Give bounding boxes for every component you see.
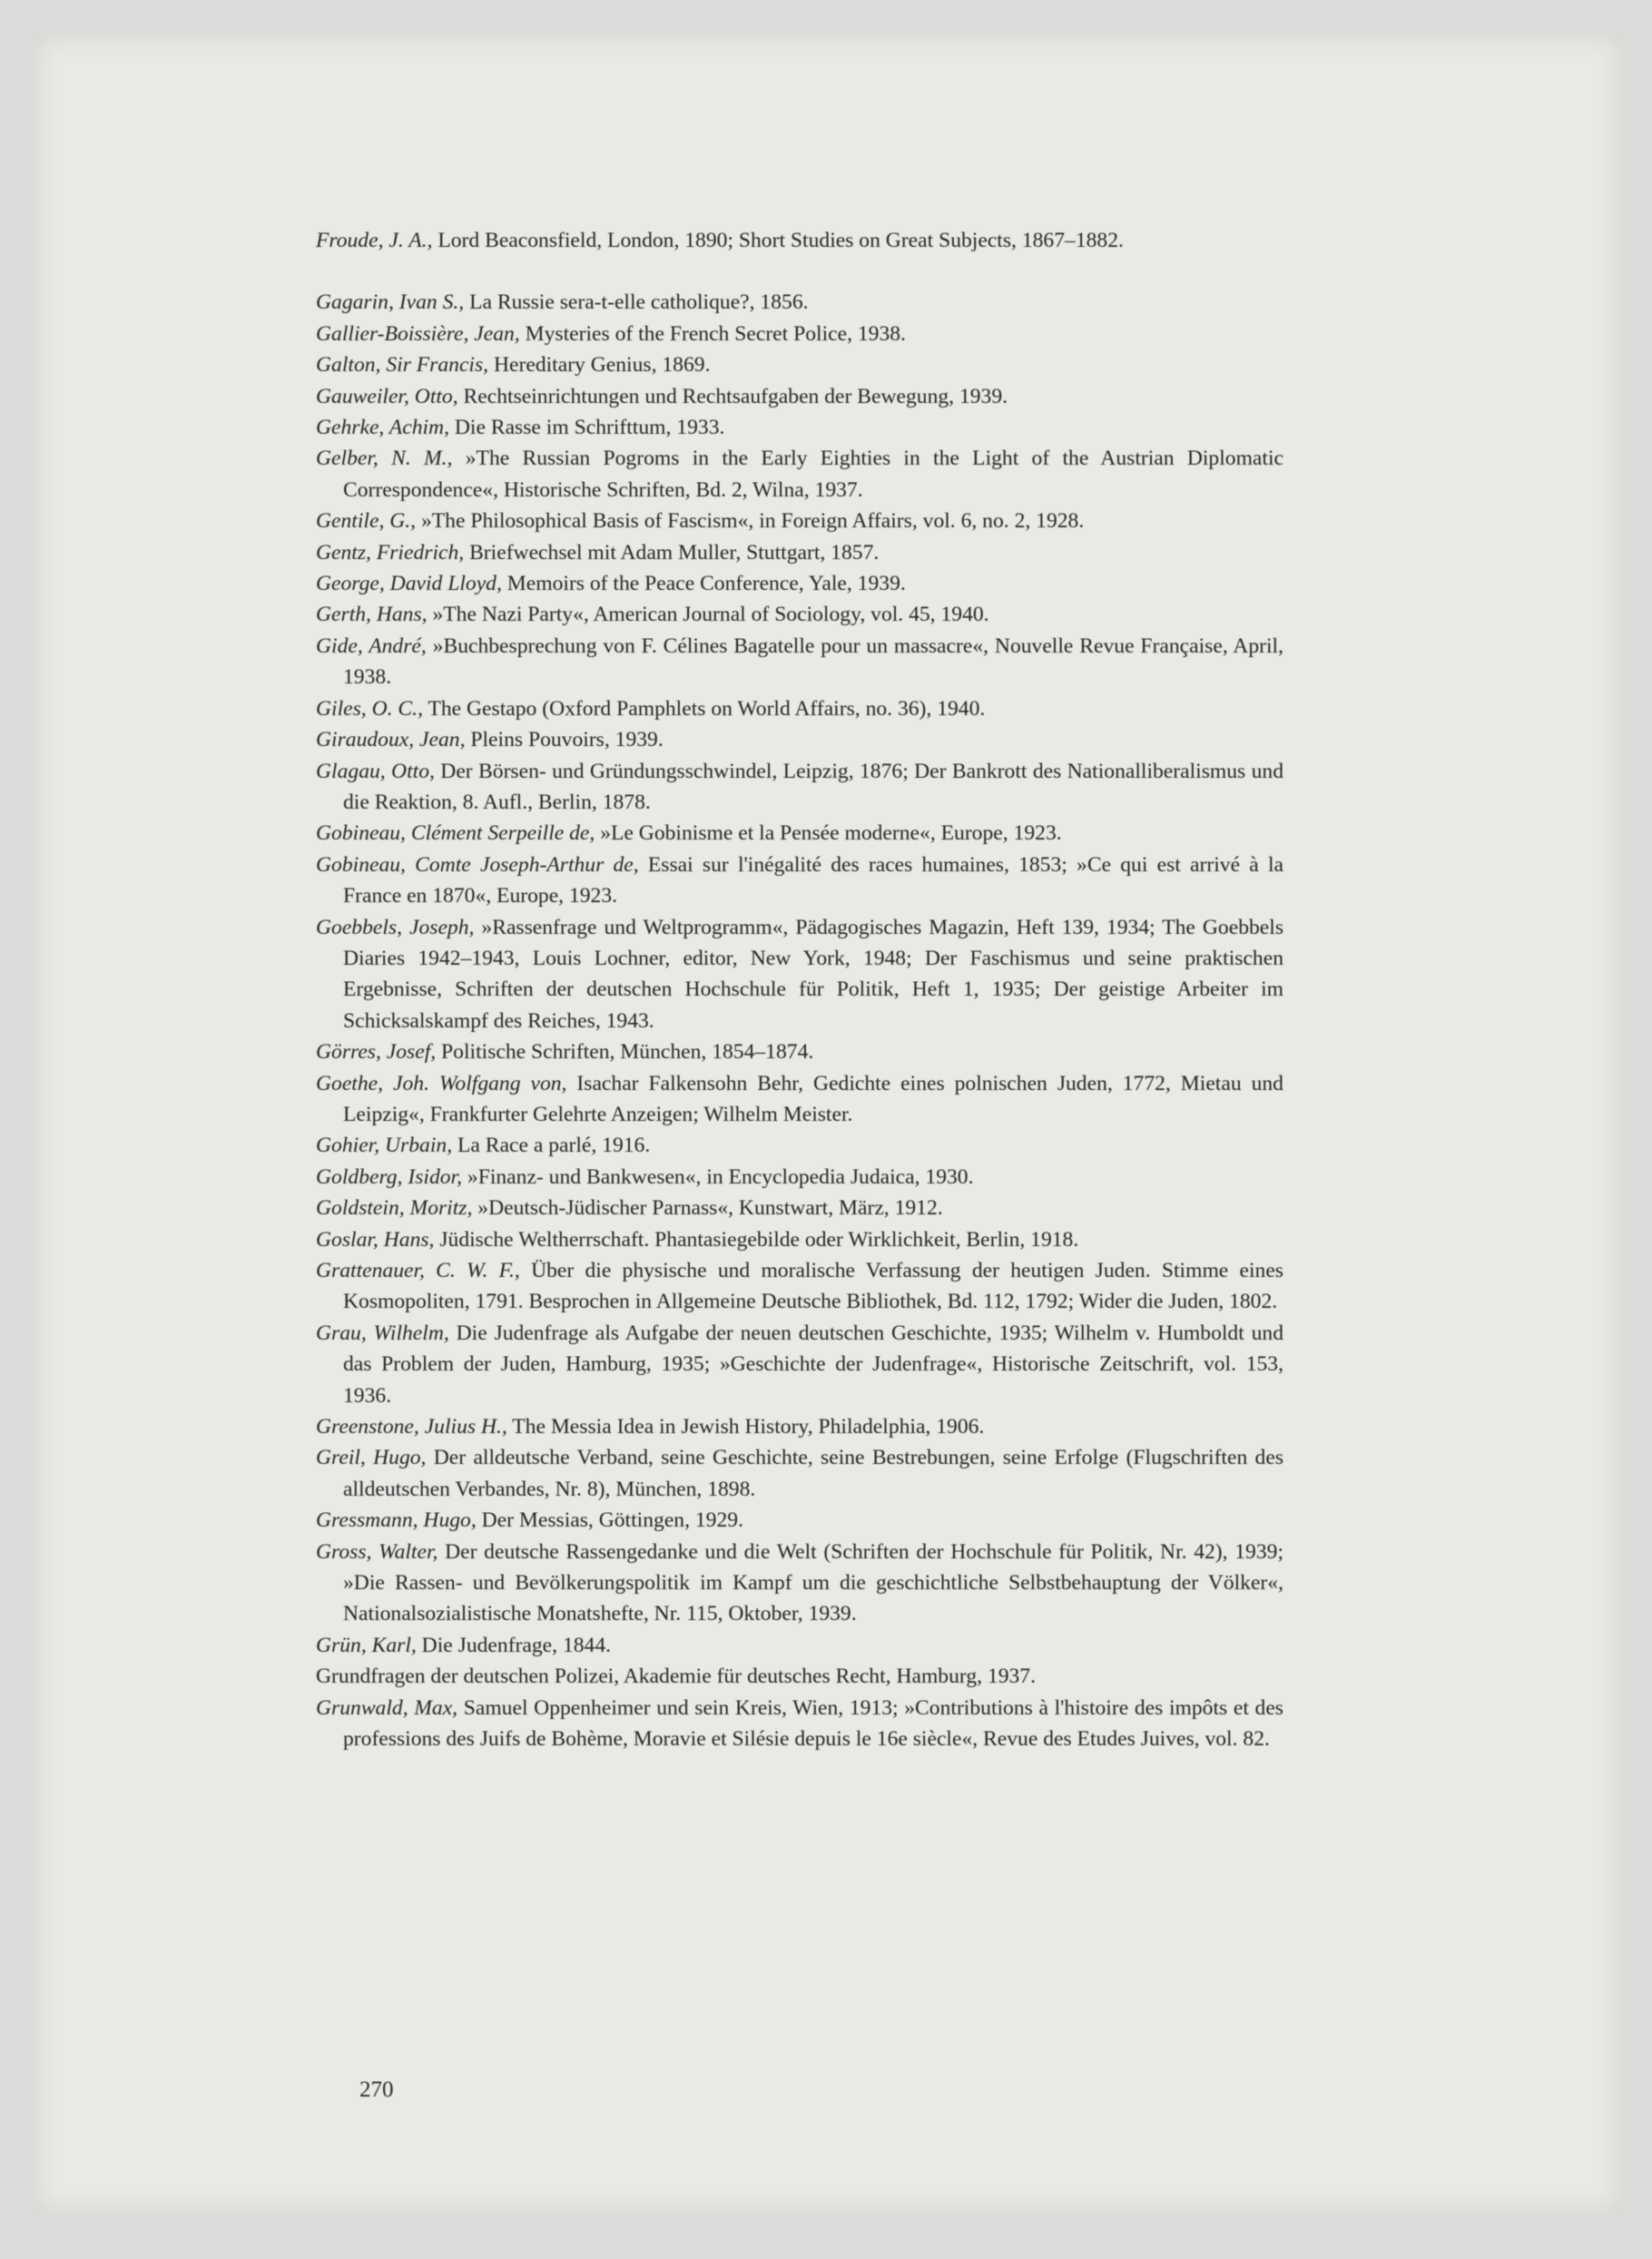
bibliography-entry — [316, 1162, 1283, 1193]
entry-text: Lord Beaconsfield, London, 1890; Short Studies on Great Subjects, 1867–1882. — [432, 229, 1124, 252]
entry-text: »Deutsch-Jüdischer Parnass«, Kunstwart, März, 1912. — [472, 1196, 943, 1221]
entry-author: Goebbels, Joseph, — [316, 915, 475, 939]
entry-text: Essai sur l'inégalité des races humaines, 1853; »Ce qui est arrivé à la France en 1870«, Europe, 1923. — [343, 852, 1283, 909]
entry-text: »The Nazi Party«, American Journal of Sociology, vol. 45, 1940. — [427, 603, 989, 627]
entry-author: Greil, Hugo, — [316, 1446, 427, 1470]
entry-author: Gide, André, — [316, 634, 427, 658]
bibliography-entry — [316, 1068, 1283, 1131]
bibliography-entry — [316, 1255, 1283, 1318]
bibliography-entry — [316, 1036, 1283, 1067]
entry-author: Goethe, Joh. Wolfgang von, — [316, 1071, 567, 1095]
entry-text: »The Russian Pogroms in the Early Eighties in the Light of the Austrian Diplomatic Correspondence«, Historische Schriften, Bd. 2, Wilna, 1937. — [343, 447, 1283, 502]
entry-author: Galton, Sir Francis, — [316, 353, 489, 378]
entry-author: Gauweiler, Otto, — [316, 384, 458, 408]
entry-text: La Russie sera-t-elle catholique?, 1856. — [464, 290, 809, 315]
entry-text: Hereditary Genius, 1869. — [488, 353, 711, 378]
entry-author: Froude, J. A., — [316, 229, 433, 252]
entry-author: Glagau, Otto, — [316, 759, 435, 783]
bibliography-entry — [316, 1224, 1283, 1255]
entry-author: Greenstone, Julius H., — [316, 1415, 507, 1439]
bibliography-entry — [316, 1693, 1283, 1755]
entry-author: Giraudoux, Jean, — [316, 728, 466, 752]
entry-text: La Race a parlé, 1916. — [452, 1134, 651, 1158]
bibliography-entry — [316, 912, 1283, 1037]
entry-author: Gerth, Hans, — [316, 603, 428, 627]
entry-text: Der Börsen- und Gründungsschwindel, Leipzig, 1876; Der Bankrott des Nationalliberalismus und die Reaktion, 8. Aufl., Berlin, 1878. — [343, 759, 1283, 814]
entry-text: Die Rasse im Schrifttum, 1933. — [448, 416, 725, 440]
bibliography-entry — [316, 319, 1283, 349]
entry-text: Grundfragen der deutschen Polizei, Akademie für deutsches Recht, Hamburg, 1937. — [316, 1665, 1037, 1689]
bibliography-entry — [316, 568, 1283, 599]
entry-text: »Finanz- und Bankwesen«, in Encyclopedia Judaica, 1930. — [462, 1164, 974, 1189]
entry-text: The Gestapo (Oxford Pamphlets on World Affairs, no. 36), 1940. — [422, 696, 986, 721]
bibliography-entry — [316, 443, 1283, 506]
entry-text: »Rassenfrage und Weltprogramm«, Pädagogisches Magazin, Heft 139, 1934; The Goebbels Diaries 1942–1943, Louis Lochner, editor, New York, 1948; Der Faschismus und seine praktischen Ergebnisse, Schriften der deutschen Hochschule für Politik, Heft 1, 1935; Der geistige Arbeiter im Schicksalskampf des Reiches, 1943. — [343, 915, 1283, 1033]
entry-text: Isachar Falkensohn Behr, Gedichte eines polnischen Juden, 1772, Mietau und Leipzig«, Frankfurter Gelehrte Anzeigen; Wilhelm Meister. — [343, 1071, 1283, 1126]
entry-author: Grün, Karl, — [316, 1633, 417, 1657]
entry-author: Gobineau, Comte Joseph-Arthur de, — [316, 852, 639, 877]
bibliography-entry — [316, 724, 1283, 755]
bibliography-entry — [316, 381, 1283, 412]
entry-author: Gohier, Urbain, — [316, 1134, 453, 1158]
entry-text: The Messia Idea in Jewish History, Philadelphia, 1906. — [506, 1415, 985, 1439]
entry-text: Die Judenfrage, 1844. — [416, 1633, 612, 1657]
entry-text: Jüdische Weltherrschaft. Phantasiegebilde oder Wirklichkeit, Berlin, 1918. — [434, 1227, 1079, 1252]
entry-author: Grunwald, Max, — [316, 1695, 458, 1720]
bibliography-entry — [316, 1630, 1283, 1661]
entry-text: Pleins Pouvoirs, 1939. — [465, 728, 664, 752]
entry-author: Gentz, Friedrich, — [316, 540, 465, 565]
entry-author: Gelber, N. M., — [316, 447, 453, 471]
entry-text: Politische Schriften, München, 1854–1874. — [436, 1040, 814, 1065]
bibliography-entry — [316, 1442, 1283, 1505]
page-number: 270 — [359, 2077, 394, 2102]
entry-author: Goldberg, Isidor, — [316, 1164, 463, 1189]
bibliography-entry — [316, 506, 1283, 536]
entry-author: Gobineau, Clément Serpeille de, — [316, 821, 595, 846]
bibliography-entry — [316, 693, 1283, 724]
entry-author: Gentile, G., — [316, 509, 417, 534]
bibliography-entry — [316, 537, 1283, 568]
entry-text: »Buchbesprechung von F. Célines Bagatelle pour un massacre«, Nouvelle Revue Française, April, 1938. — [343, 634, 1283, 690]
bibliography-entry — [316, 631, 1283, 693]
entry-text: Rechtseinrichtungen und Rechtsaufgaben der Bewegung, 1939. — [457, 384, 1008, 408]
bibliography-entry — [316, 1505, 1283, 1536]
entry-text: Der Messias, Göttingen, 1929. — [476, 1508, 743, 1533]
bibliography-entry — [316, 850, 1283, 912]
entry-author: Goslar, Hans, — [316, 1227, 435, 1252]
entry-text: »Le Gobinisme et la Pensée moderne«, Europe, 1923. — [595, 821, 1062, 846]
entry-text: Memoirs of the Peace Conference, Yale, 1939. — [501, 572, 906, 596]
entry-text: Der deutsche Rassengedanke und die Welt (Schriften der Hochschule für Politik, Nr. 42), 1939; »Die Rassen- und Bevölkerungspolitik im Kampf um die geschichtliche Selbstbehauptung der Völker«, Nationalsozialistische Monatshefte, Nr. 115, Oktober, 1939. — [343, 1539, 1283, 1626]
entry-author: Gehrke, Achim, — [316, 416, 449, 440]
entry-text: Über die physische und moralische Verfassung der heutigen Juden. Stimme eines Kosmopoliten, 1791. Besprochen in Allgemeine Deutsche Bibliothek, Bd. 112, 1792; Wider die Juden, 1802. — [343, 1259, 1283, 1314]
bibliography-entry — [316, 818, 1283, 849]
entry-author: Grau, Wilhelm, — [316, 1321, 449, 1345]
bibliography-entry — [316, 287, 1283, 318]
bibliography-entry — [316, 1193, 1283, 1223]
bibliography-entry — [316, 1537, 1283, 1630]
bibliography-list — [316, 225, 1283, 1755]
entry-text: Samuel Oppenheimer und sein Kreis, Wien, 1913; »Contributions à l'histoire des impôts et des professions des Juifs de Bohème, Moravie et Silésie depuis le 16e siècle«, Revue des Etudes Juives, vol. 82. — [343, 1695, 1283, 1752]
bibliography-entry — [316, 412, 1283, 443]
entry-text: »The Philosophical Basis of Fascism«, in Foreign Affairs, vol. 6, no. 2, 1928. — [416, 509, 1085, 534]
entry-author: Giles, O. C., — [316, 696, 423, 721]
entry-author: Goldstein, Moritz, — [316, 1196, 473, 1221]
entry-author: Gross, Walter, — [316, 1539, 438, 1564]
bibliography-entry — [316, 225, 1283, 256]
entry-text: Briefwechsel mit Adam Muller, Stuttgart, 1857. — [464, 540, 880, 565]
entry-author: George, David Lloyd, — [316, 572, 502, 596]
bibliography-entry — [316, 1411, 1283, 1442]
entry-author: Gagarin, Ivan S., — [316, 290, 465, 315]
bibliography-entry — [316, 599, 1283, 630]
bibliography-entry — [316, 349, 1283, 380]
entry-text: Der alldeutsche Verband, seine Geschichte, seine Bestrebungen, seine Erfolge (Flugschriften des alldeutschen Verbandes, Nr. 8), München, 1898. — [343, 1446, 1283, 1501]
entry-text: Die Judenfrage als Aufgabe der neuen deutschen Geschichte, 1935; Wilhelm v. Humboldt und das Problem der Juden, Hamburg, 1935; »Geschichte der Judenfrage«, Historische Zeitschrift, vol. 153, 1936. — [343, 1321, 1284, 1408]
bibliography-entry — [316, 756, 1283, 819]
entry-text: Mysteries of the French Secret Police, 1938. — [519, 321, 906, 346]
entry-author: Grattenauer, C. W. F., — [316, 1259, 520, 1282]
bibliography-entry — [316, 1318, 1283, 1411]
entry-author: Görres, Josef, — [316, 1040, 437, 1065]
entry-author: Gallier-Boissière, Jean, — [316, 321, 520, 346]
bibliography-entry — [316, 1661, 1283, 1692]
entry-author: Gressmann, Hugo, — [316, 1508, 477, 1533]
bibliography-entry — [316, 1130, 1283, 1161]
